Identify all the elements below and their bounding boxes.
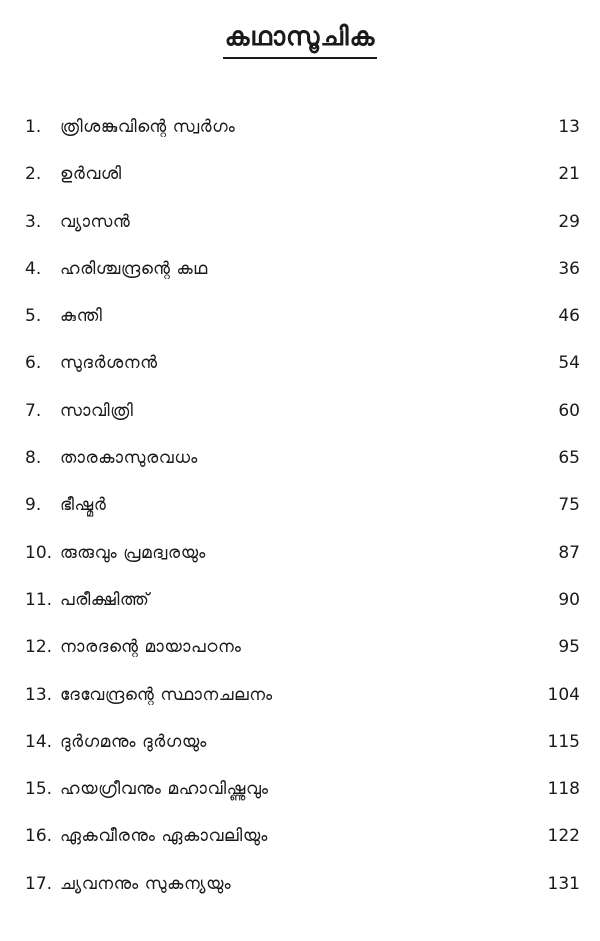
toc-entry-title: ഹയഗ്രീവനും മഹാവിഷ്ണുവും <box>60 779 269 800</box>
toc-entry-page-number: 60 <box>558 400 580 421</box>
toc-entry-number: 13. <box>25 684 53 705</box>
heading-container <box>0 20 600 59</box>
toc-entry-title: താരകാസുരവധം <box>60 448 198 469</box>
toc-entry <box>0 766 600 813</box>
toc-entry <box>0 482 600 529</box>
toc-entry-page-number: 54 <box>558 353 580 374</box>
toc-entry-page-number: 90 <box>558 589 580 610</box>
toc-entry <box>0 199 600 246</box>
toc-entry-number: 7. <box>25 400 42 421</box>
page-title: കഥാസൂചിക <box>223 20 378 59</box>
toc-entry-title: പരീക്ഷിത്ത് <box>60 589 150 610</box>
toc-entry <box>0 293 600 340</box>
toc-entry <box>0 624 600 671</box>
toc-entry-title: ഉർവശി <box>60 164 122 185</box>
toc-entry <box>0 246 600 293</box>
toc-entry-page-number: 36 <box>558 258 580 279</box>
toc-entry <box>0 340 600 387</box>
toc-entry <box>0 577 600 624</box>
toc-entry-page-number: 131 <box>547 873 580 894</box>
toc-entry-title: സാവിത്രി <box>60 400 134 421</box>
toc-entry-number: 8. <box>25 448 42 469</box>
toc-entry-title: ഹരിശ്ചന്ദ്രന്റെ കഥ <box>60 258 208 279</box>
toc-entry-page-number: 21 <box>558 164 580 185</box>
toc-entry <box>0 530 600 577</box>
toc-entry <box>0 151 600 198</box>
toc-entry-number: 11. <box>25 589 53 610</box>
toc-entry-title: നാരദന്റെ മായാപഠനം <box>60 637 242 658</box>
toc-entry-title: വ്യാസൻ <box>60 211 131 232</box>
toc-entry-page-number: 115 <box>547 731 580 752</box>
toc-entry-title: ദുർഗമനും ദുർഗയും <box>60 731 207 752</box>
toc-entry-page-number: 118 <box>547 779 580 800</box>
toc-entry-title: രുരുവും പ്രമദ്വരയും <box>60 542 206 563</box>
toc-entry <box>0 672 600 719</box>
toc-entry-number: 15. <box>25 779 53 800</box>
toc-entry-page-number: 104 <box>547 684 580 705</box>
table-of-contents <box>0 104 600 908</box>
toc-entry <box>0 813 600 860</box>
toc-entry-title: ദേവേന്ദ്രന്റെ സ്ഥാനചലനം <box>60 684 273 705</box>
toc-entry-number: 14. <box>25 731 53 752</box>
toc-entry-page-number: 122 <box>547 826 580 847</box>
toc-entry <box>0 861 600 908</box>
toc-entry-page-number: 46 <box>558 306 580 327</box>
toc-entry-title: കുന്തി <box>60 306 103 327</box>
toc-entry-number: 17. <box>25 873 53 894</box>
toc-entry-number: 6. <box>25 353 42 374</box>
toc-entry-number: 10. <box>25 542 53 563</box>
toc-entry <box>0 719 600 766</box>
toc-entry-number: 5. <box>25 306 42 327</box>
toc-entry-number: 16. <box>25 826 53 847</box>
toc-entry-title: ഭീഷ്മർ <box>60 495 107 516</box>
toc-entry-number: 1. <box>25 117 42 137</box>
toc-entry-page-number: 87 <box>558 542 580 563</box>
toc-entry-title: ച്യവനനും സുകന്യയും <box>60 873 232 894</box>
toc-entry-number: 12. <box>25 637 53 658</box>
toc-entry-page-number: 75 <box>558 495 580 516</box>
toc-entry-title: ത്രിശങ്കുവിന്റെ സ്വർഗം <box>60 117 236 137</box>
toc-entry <box>0 388 600 435</box>
toc-entry-page-number: 95 <box>558 637 580 658</box>
toc-entry-number: 3. <box>25 211 42 232</box>
toc-entry-number: 4. <box>25 258 42 279</box>
toc-entry-title: സുദർശനൻ <box>60 353 158 374</box>
toc-entry-page-number: 29 <box>558 211 580 232</box>
toc-entry-number: 9. <box>25 495 42 516</box>
toc-entry-page-number: 65 <box>558 448 580 469</box>
toc-entry <box>0 104 600 151</box>
toc-entry-title: ഏകവീരനും ഏകാവലിയും <box>60 826 268 847</box>
toc-entry-number: 2. <box>25 164 42 185</box>
toc-entry <box>0 435 600 482</box>
toc-entry-page-number: 13 <box>558 117 580 137</box>
